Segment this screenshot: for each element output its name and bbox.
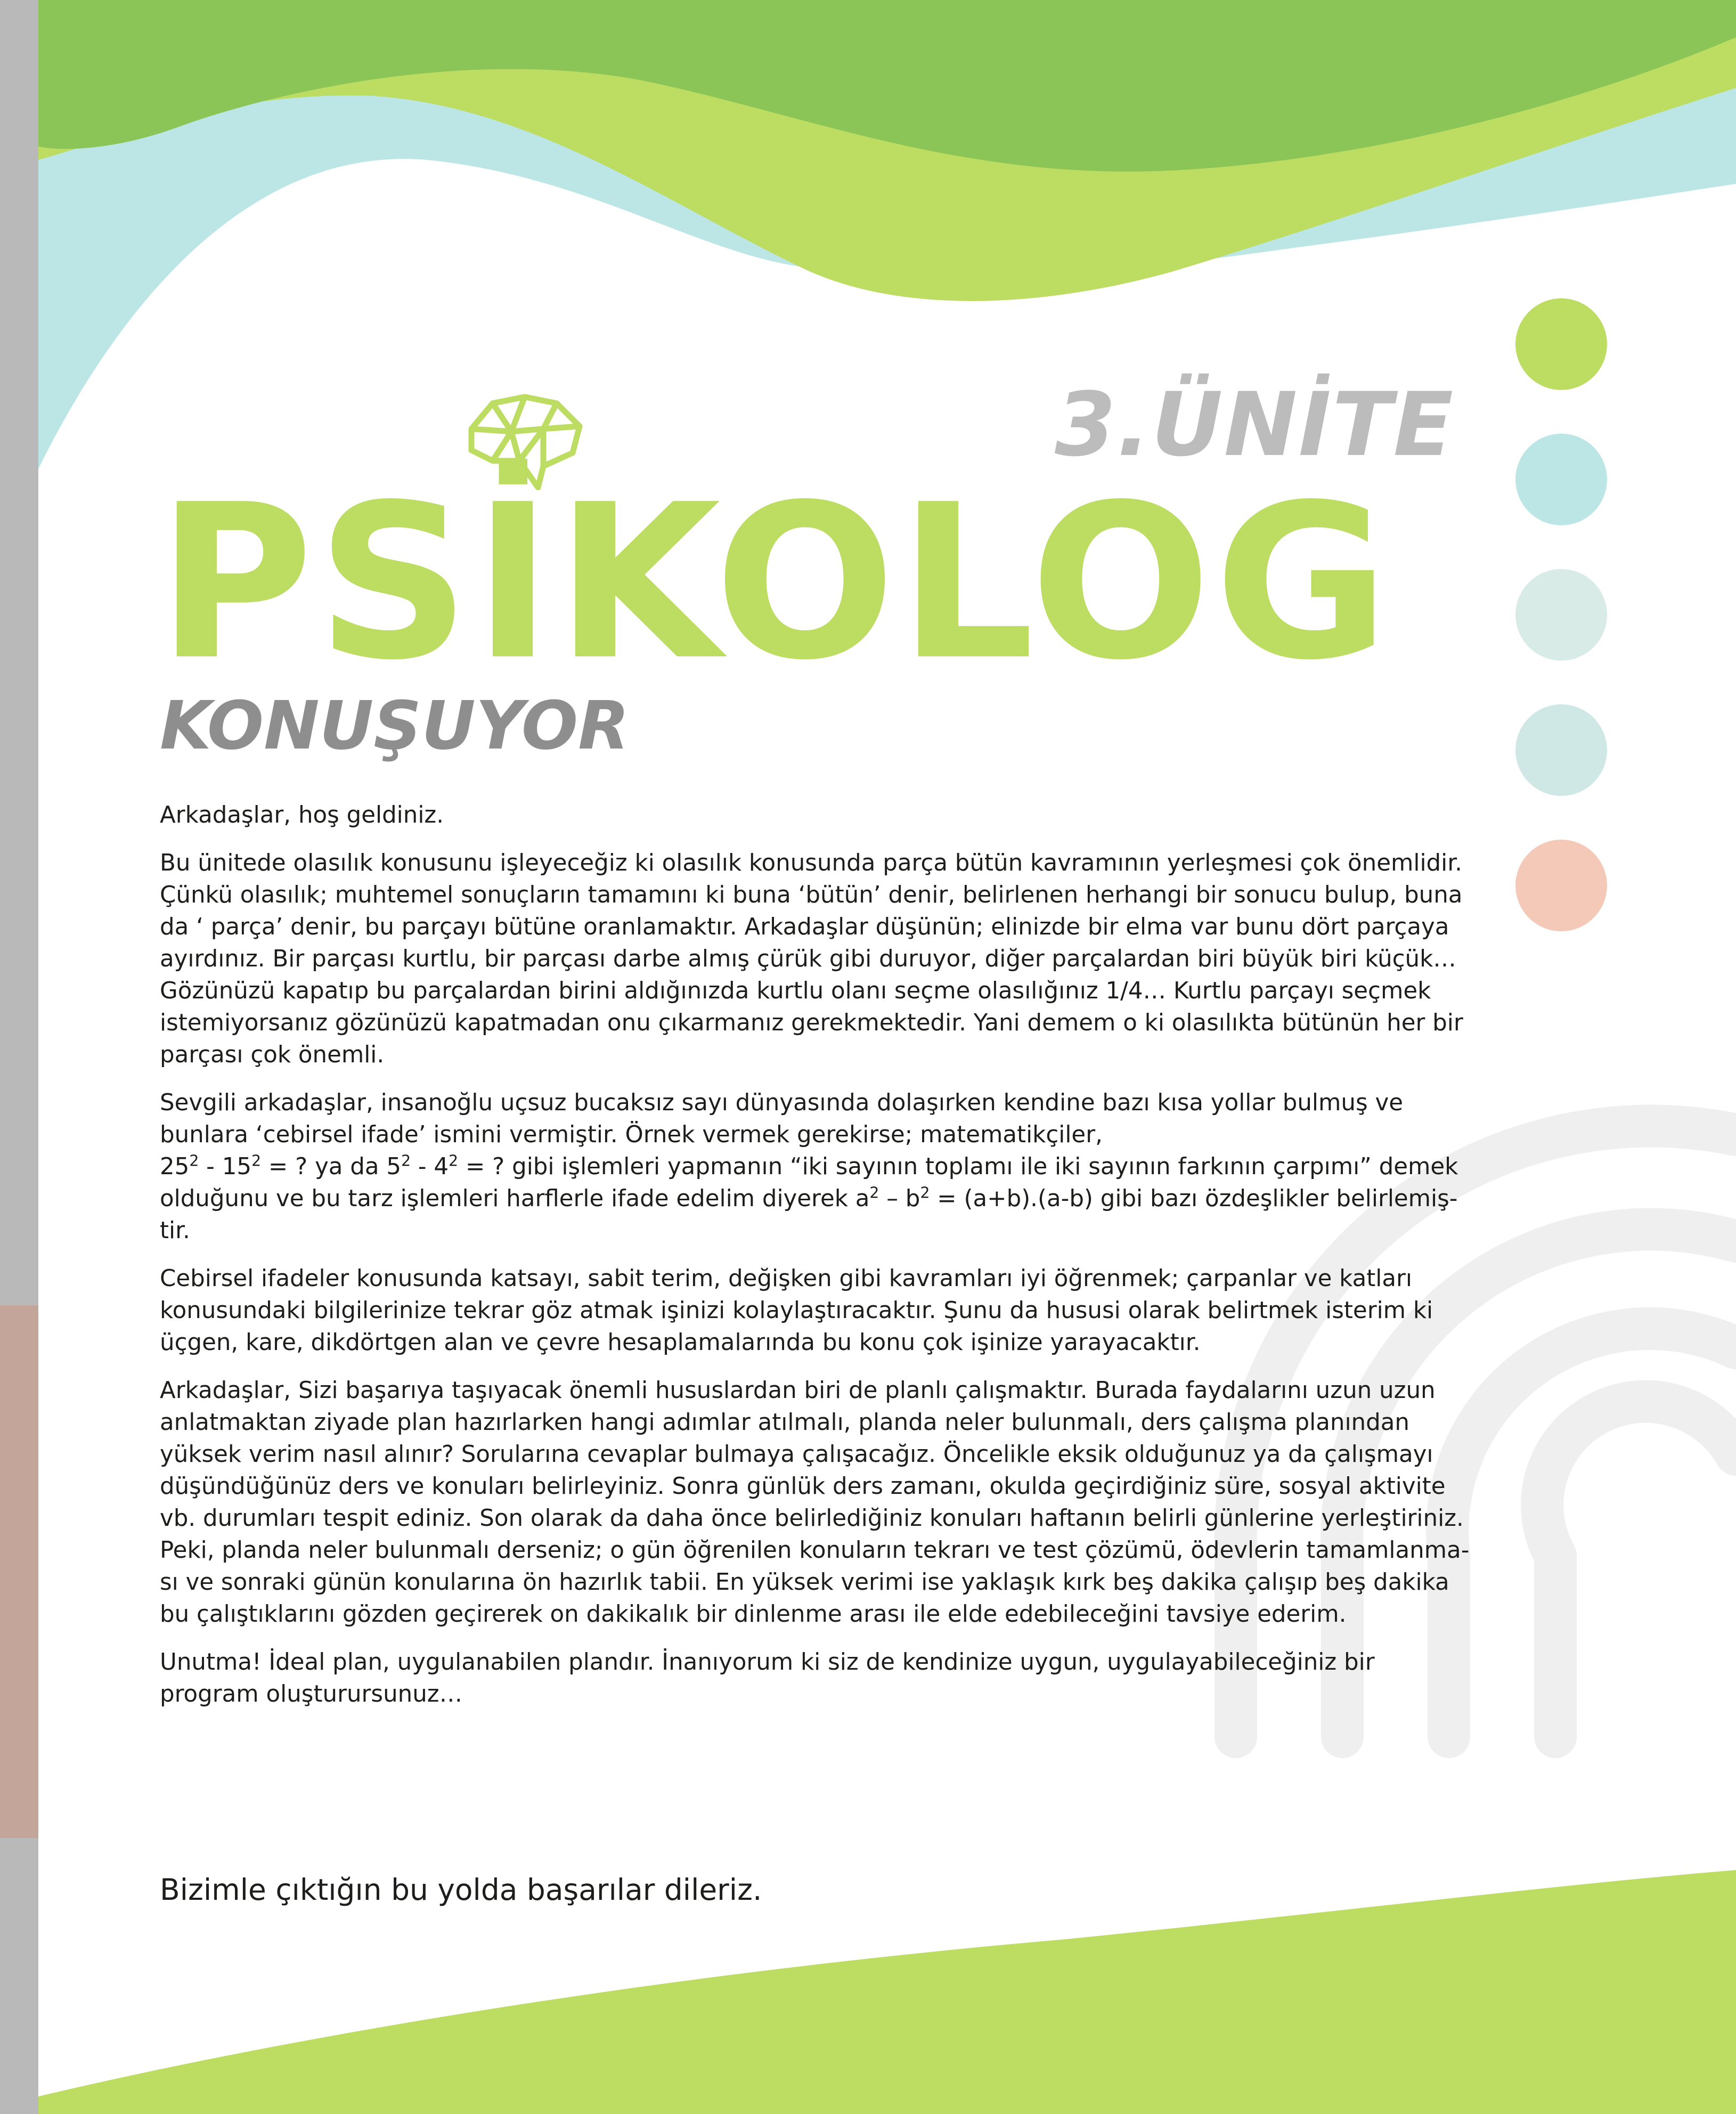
paragraph-4: Arkadaşlar, Sizi başarıya taşıyacak önemli hususlardan biri de planlı çalışmaktır. Burada faydalarını uzun uzun anlatmaktan ziyade plan hazırlarken hangi adımlar atılmalı, planda neler bulunmalı, ders çalışma planından yüksek verim nasıl alınır? Sorularına cevaplar bulmaya çalışacağız. Öncelikle eksik olduğunuz ya da çalışmayı düşündüğünüz ders ve konuları belirleyiniz. Sonra günlük ders zamanı, okulda geçirdiğiniz süre, sosyal aktivite vb. durumları tespit ediniz. Son olarak da daha önce belirlediğiniz konuları haftanın belirli günlerine yerleştiriniz. Peki, planda neler bulunmalı derseniz; o gün öğrenilen konuların tekrarı ve test çözümü, ödevlerin tamamlanma-sı ve sonraki günün konularına ön hazırlık tabii. En yüksek verimi ise yaklaşık kırk beş dakika çalışıp beş dakika bu çalıştıklarını gözden geçirerek on dakikalık bir dinlenme arası ile elde edebileceğini tavsiye ederim.	[160, 1377, 1470, 1628]
closing-line: Bizimle çıktığın bu yolda başarılar dileriz.	[160, 1873, 762, 1907]
paragraph-3: Cebirsel ifadeler konusunda katsayı, sabit terim, değişken gibi kavramları iyi öğrenmek; çarpanlar ve katları konusundaki bilgilerinize tekrar göz atmak işinizi kolaylaştıracaktır. Şunu da hususi olarak belirtmek isterim ki üçgen, kare, dikdörtgen alan ve çevre hesaplamalarında bu konu çok işinize yarayacaktır.	[160, 1265, 1433, 1356]
color-dots	[1515, 298, 1609, 975]
paragraph-5: Unutma! İdeal plan, uygulanabilen plandır. İnanıyorum ki siz de kendinize uygun, uygulayabileceğiniz bir program oluşturursunuz…	[160, 1649, 1375, 1708]
dot-green	[1515, 298, 1607, 390]
dot-peach	[1515, 840, 1607, 931]
page-subtitle: KONUŞUYOR	[160, 687, 630, 765]
ring-4	[1542, 1402, 1736, 1556]
dot-teal	[1515, 434, 1607, 525]
paragraph-1: Bu ünitede olasılık konusunu işleyeceğiz ki olasılık konusunda parça bütün kavramının yerleşmesi çok önemlidir. Çünkü olasılık; muhtemel sonuçların tamamını ki buna ‘bütün’ denir, belirlenen herhangi bir sonucu bulup, buna da ‘ parça’ denir, bu parçayı bütüne oranlamaktır. Arkadaşlar düşünün; elinizde bir elma var bunu dört parçaya ayırdınız. Bir parçası kurtlu, bir parçası darbe almış çürük gibi duruyor, diğer parçalardan biri büyük biri küçük… Gözünüzü kapatıp bu parçalardan birini aldığınızda kurtlu olanı seçme olasılığınız 1/4… Kurtlu parçayı seçmek istemiyorsanız gözünüzü kapatmadan onu çıkarmanız gerekmektedir. Yani demem o ki olasılıkta bütünün her bir parçası çok önemli.	[160, 850, 1463, 1068]
greeting: Arkadaşlar, hoş geldiniz.	[160, 802, 444, 828]
dot-light-teal	[1515, 569, 1607, 661]
page-title: PSİKOLOG	[157, 459, 1393, 707]
unit-label: 3.ÜNİTE	[1055, 373, 1455, 476]
body-text	[160, 799, 1470, 1726]
dot-pale-teal	[1515, 704, 1607, 796]
left-photo-shade	[0, 1305, 38, 1838]
paragraph-2: Sevgili arkadaşlar, insanoğlu uçsuz bucaksız sayı dünyasında dolaşırken kendine bazı kısa yollar bulmuş ve bunlara ‘cebirsel ifade’ ismini vermiştir. Örnek vermek gerekirse; matematikçiler, $25^2 - 15^2$ = ? ya da $5^2 - 4^2$ = ? gibi işlemleri yapmanın “iki sayının toplamı ile iki sayının farkının çarpımı” demek olduğunu ve bu tarz işlemleri harflerle ifade edelim diyerek $a^2 - b^2 = (a+b).(a-b)$ gibi bazı özdeşlikler belirlemiş-tir.	[160, 1089, 1458, 1244]
